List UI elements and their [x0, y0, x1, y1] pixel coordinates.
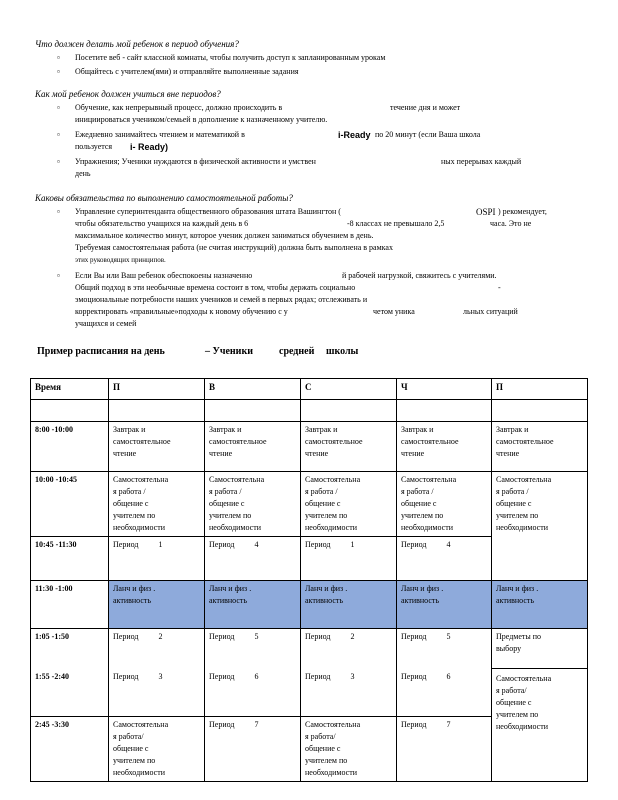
- bullet-marker: ▫: [57, 130, 60, 139]
- time-cell: 1:55 -2:40: [31, 669, 109, 717]
- breakfast-cell: Завтрак и самостоятельное чтение: [301, 422, 397, 472]
- bullet-marker: ▫: [57, 67, 60, 76]
- time-cell: 10:45 -11:30: [31, 537, 109, 581]
- bullet-text: этих руководящих принципов.: [75, 256, 166, 264]
- bullet-text: Посетите веб - сайт классной комнаты, чтобы получить доступ к запланированным урокам: [75, 53, 386, 62]
- lunch-cell: Ланч и физ . активность: [397, 581, 492, 629]
- self-work-cell: Самостоятельна я работа / общение с учителем по необходимости: [205, 472, 301, 537]
- bullet-text: эмоциональные потребности наших учеников и семей в первых рядах; отслеживать и: [75, 295, 368, 304]
- bullet-marker: ▫: [57, 271, 60, 280]
- bullet-text: -8 классах не превышало 2,5: [347, 219, 445, 228]
- bullet-workload: [57, 270, 587, 332]
- breakfast-cell: Завтрак и самостоятельное чтение: [492, 422, 588, 472]
- electives-cell: Предметы по выбору: [492, 629, 588, 669]
- time-cell: 1:05 -1:50: [31, 629, 109, 669]
- self-work-cell: Самостоятельна я работа / общение с учителем по необходимости: [492, 472, 588, 581]
- bullet-text: Требуемая самостоятельная работа (не считая инструкций) должна быть выполнена в рамках: [75, 243, 393, 252]
- bullet-text: чтобы обязательство учащихся на каждый день в 6: [75, 219, 249, 228]
- time-cell: 11:30 -1:00: [31, 581, 109, 629]
- lunch-cell: Ланч и физ . активность: [205, 581, 301, 629]
- lunch-cell: Ланч и физ . активность: [492, 581, 588, 629]
- self-work-cell: Самостоятельна я работа/ общение с учителем по необходимости: [492, 669, 588, 782]
- self-work-cell: Самостоятельна я работа/ общение с учителем по необходимости: [301, 717, 397, 782]
- table-row: [31, 400, 588, 422]
- iready-label: i- Ready): [130, 142, 169, 152]
- bullet-marker: ▫: [57, 207, 60, 216]
- period-cell: Период 3: [301, 669, 397, 717]
- title-part: средней: [279, 346, 315, 357]
- bullet-text: ных перерывах каждый: [441, 157, 522, 166]
- ospi-label: OSPI: [476, 207, 496, 217]
- table-row: [31, 629, 588, 669]
- iready-label: i-Ready: [338, 130, 371, 140]
- period-cell: Период 4: [397, 537, 492, 581]
- bullet-ospi: [57, 206, 587, 268]
- bullet-continuous-learning: [57, 102, 577, 128]
- bullet-text: й рабочей нагрузкой, свяжитесь с учителями.: [342, 271, 497, 280]
- bullet-marker: ▫: [57, 103, 60, 112]
- title-part: Пример расписания на день: [37, 346, 165, 357]
- header-wednesday: С: [301, 379, 397, 400]
- period-cell: Период 4: [205, 537, 301, 581]
- table-header-row: [31, 379, 588, 400]
- bullet-text: корректировать «правильные»подходы к новому обучению с у: [75, 307, 288, 316]
- bullet-text: инициироваться учеником/семьей в дополнение к назначенному учителю.: [75, 115, 328, 124]
- breakfast-cell: Завтрак и самостоятельное чтение: [205, 422, 301, 472]
- bullet-text: Управление суперинтенданта общественного образования штата Вашингтон (: [75, 207, 341, 216]
- title-part: школы: [326, 346, 359, 357]
- bullet-text: Ежедневно занимайтесь чтением и математикой в: [75, 130, 245, 139]
- table-row: [31, 669, 588, 717]
- self-work-cell: Самостоятельна я работа/ общение с учителем по необходимости: [109, 717, 205, 782]
- bullet-text: максимальное количество минут, которое ученик должен заниматься обучением в день.: [75, 231, 374, 240]
- title-part: – Ученики: [205, 346, 253, 357]
- bullet-text: Обучение, как непрерывный процесс, должно происходить в: [75, 103, 283, 112]
- header-thursday: Ч: [397, 379, 492, 400]
- period-cell: Период 5: [205, 629, 301, 669]
- period-cell: Период 3: [109, 669, 205, 717]
- header-tuesday: В: [205, 379, 301, 400]
- time-cell: 8:00 -10:00: [31, 422, 109, 472]
- period-cell: Период 6: [397, 669, 492, 717]
- bullet-text: Упражнения; Ученики нуждаются в физической активности и умствен: [75, 157, 316, 166]
- question-remote-learning: Что должен делать мой ребенок в период обучения?: [35, 39, 239, 49]
- question-outside-periods: Как мой ребенок должен учиться вне периодов?: [35, 89, 221, 99]
- bullet-text: пользуется: [75, 142, 113, 151]
- self-work-cell: Самостоятельна я работа / общение с учителем по необходимости: [109, 472, 205, 537]
- bullet-text: течение дня и может: [390, 103, 461, 112]
- breakfast-cell: Завтрак и самостоятельное чтение: [397, 422, 492, 472]
- bullet-text: Общайтесь с учителем(ями) и отправляйте выполненные задания: [75, 67, 299, 76]
- bullet-text: по 20 минут (если Ваша школа: [375, 130, 481, 139]
- bullet-text: часа. Это не: [490, 219, 532, 228]
- table-row-lunch: [31, 581, 588, 629]
- question-independent-work: Каковы обязательства по выполнению самостоятельной работы?: [35, 193, 293, 203]
- table-row: [31, 472, 588, 537]
- self-work-cell: Самостоятельна я работа / общение с учителем по необходимости: [397, 472, 492, 537]
- table-row: [31, 422, 588, 472]
- self-work-cell: Самостоятельна я работа / общение с учителем по необходимости: [301, 472, 397, 537]
- bullet-text: ) рекомендует,: [498, 207, 547, 216]
- header-monday: П: [109, 379, 205, 400]
- period-cell: Период 1: [109, 537, 205, 581]
- period-cell: Период 7: [397, 717, 492, 782]
- bullet-iready: [57, 129, 577, 155]
- lunch-cell: Ланч и физ . активность: [109, 581, 205, 629]
- period-cell: Период 1: [301, 537, 397, 581]
- bullet-text: Если Вы или Ваш ребенок обеспокоены назначенно: [75, 271, 253, 280]
- bullet-exercise: [57, 156, 577, 182]
- period-cell: Период 2: [301, 629, 397, 669]
- bullet-marker: ▫: [57, 157, 60, 166]
- breakfast-cell: Завтрак и самостоятельное чтение: [109, 422, 205, 472]
- bullet-marker: ▫: [57, 53, 60, 62]
- period-cell: Период 2: [109, 629, 205, 669]
- bullet-text: -: [498, 283, 501, 292]
- period-cell: Период 7: [205, 717, 301, 782]
- bullet-text: четом уника: [373, 307, 415, 316]
- bullet-text: учащихся и семей: [75, 319, 137, 328]
- period-cell: Период 5: [397, 629, 492, 669]
- schedule-table: [30, 378, 588, 782]
- header-friday: П: [492, 379, 588, 400]
- header-time: Время: [31, 379, 109, 400]
- bullet-text: день: [75, 169, 91, 178]
- bullet-text: Общий подход в эти необычные времена состоит в том, чтобы держать социально: [75, 283, 356, 292]
- lunch-cell: Ланч и физ . активность: [301, 581, 397, 629]
- time-cell: 2:45 -3:30: [31, 717, 109, 782]
- period-cell: Период 6: [205, 669, 301, 717]
- bullet-text: льных ситуаций: [463, 307, 518, 316]
- time-cell: 10:00 -10:45: [31, 472, 109, 537]
